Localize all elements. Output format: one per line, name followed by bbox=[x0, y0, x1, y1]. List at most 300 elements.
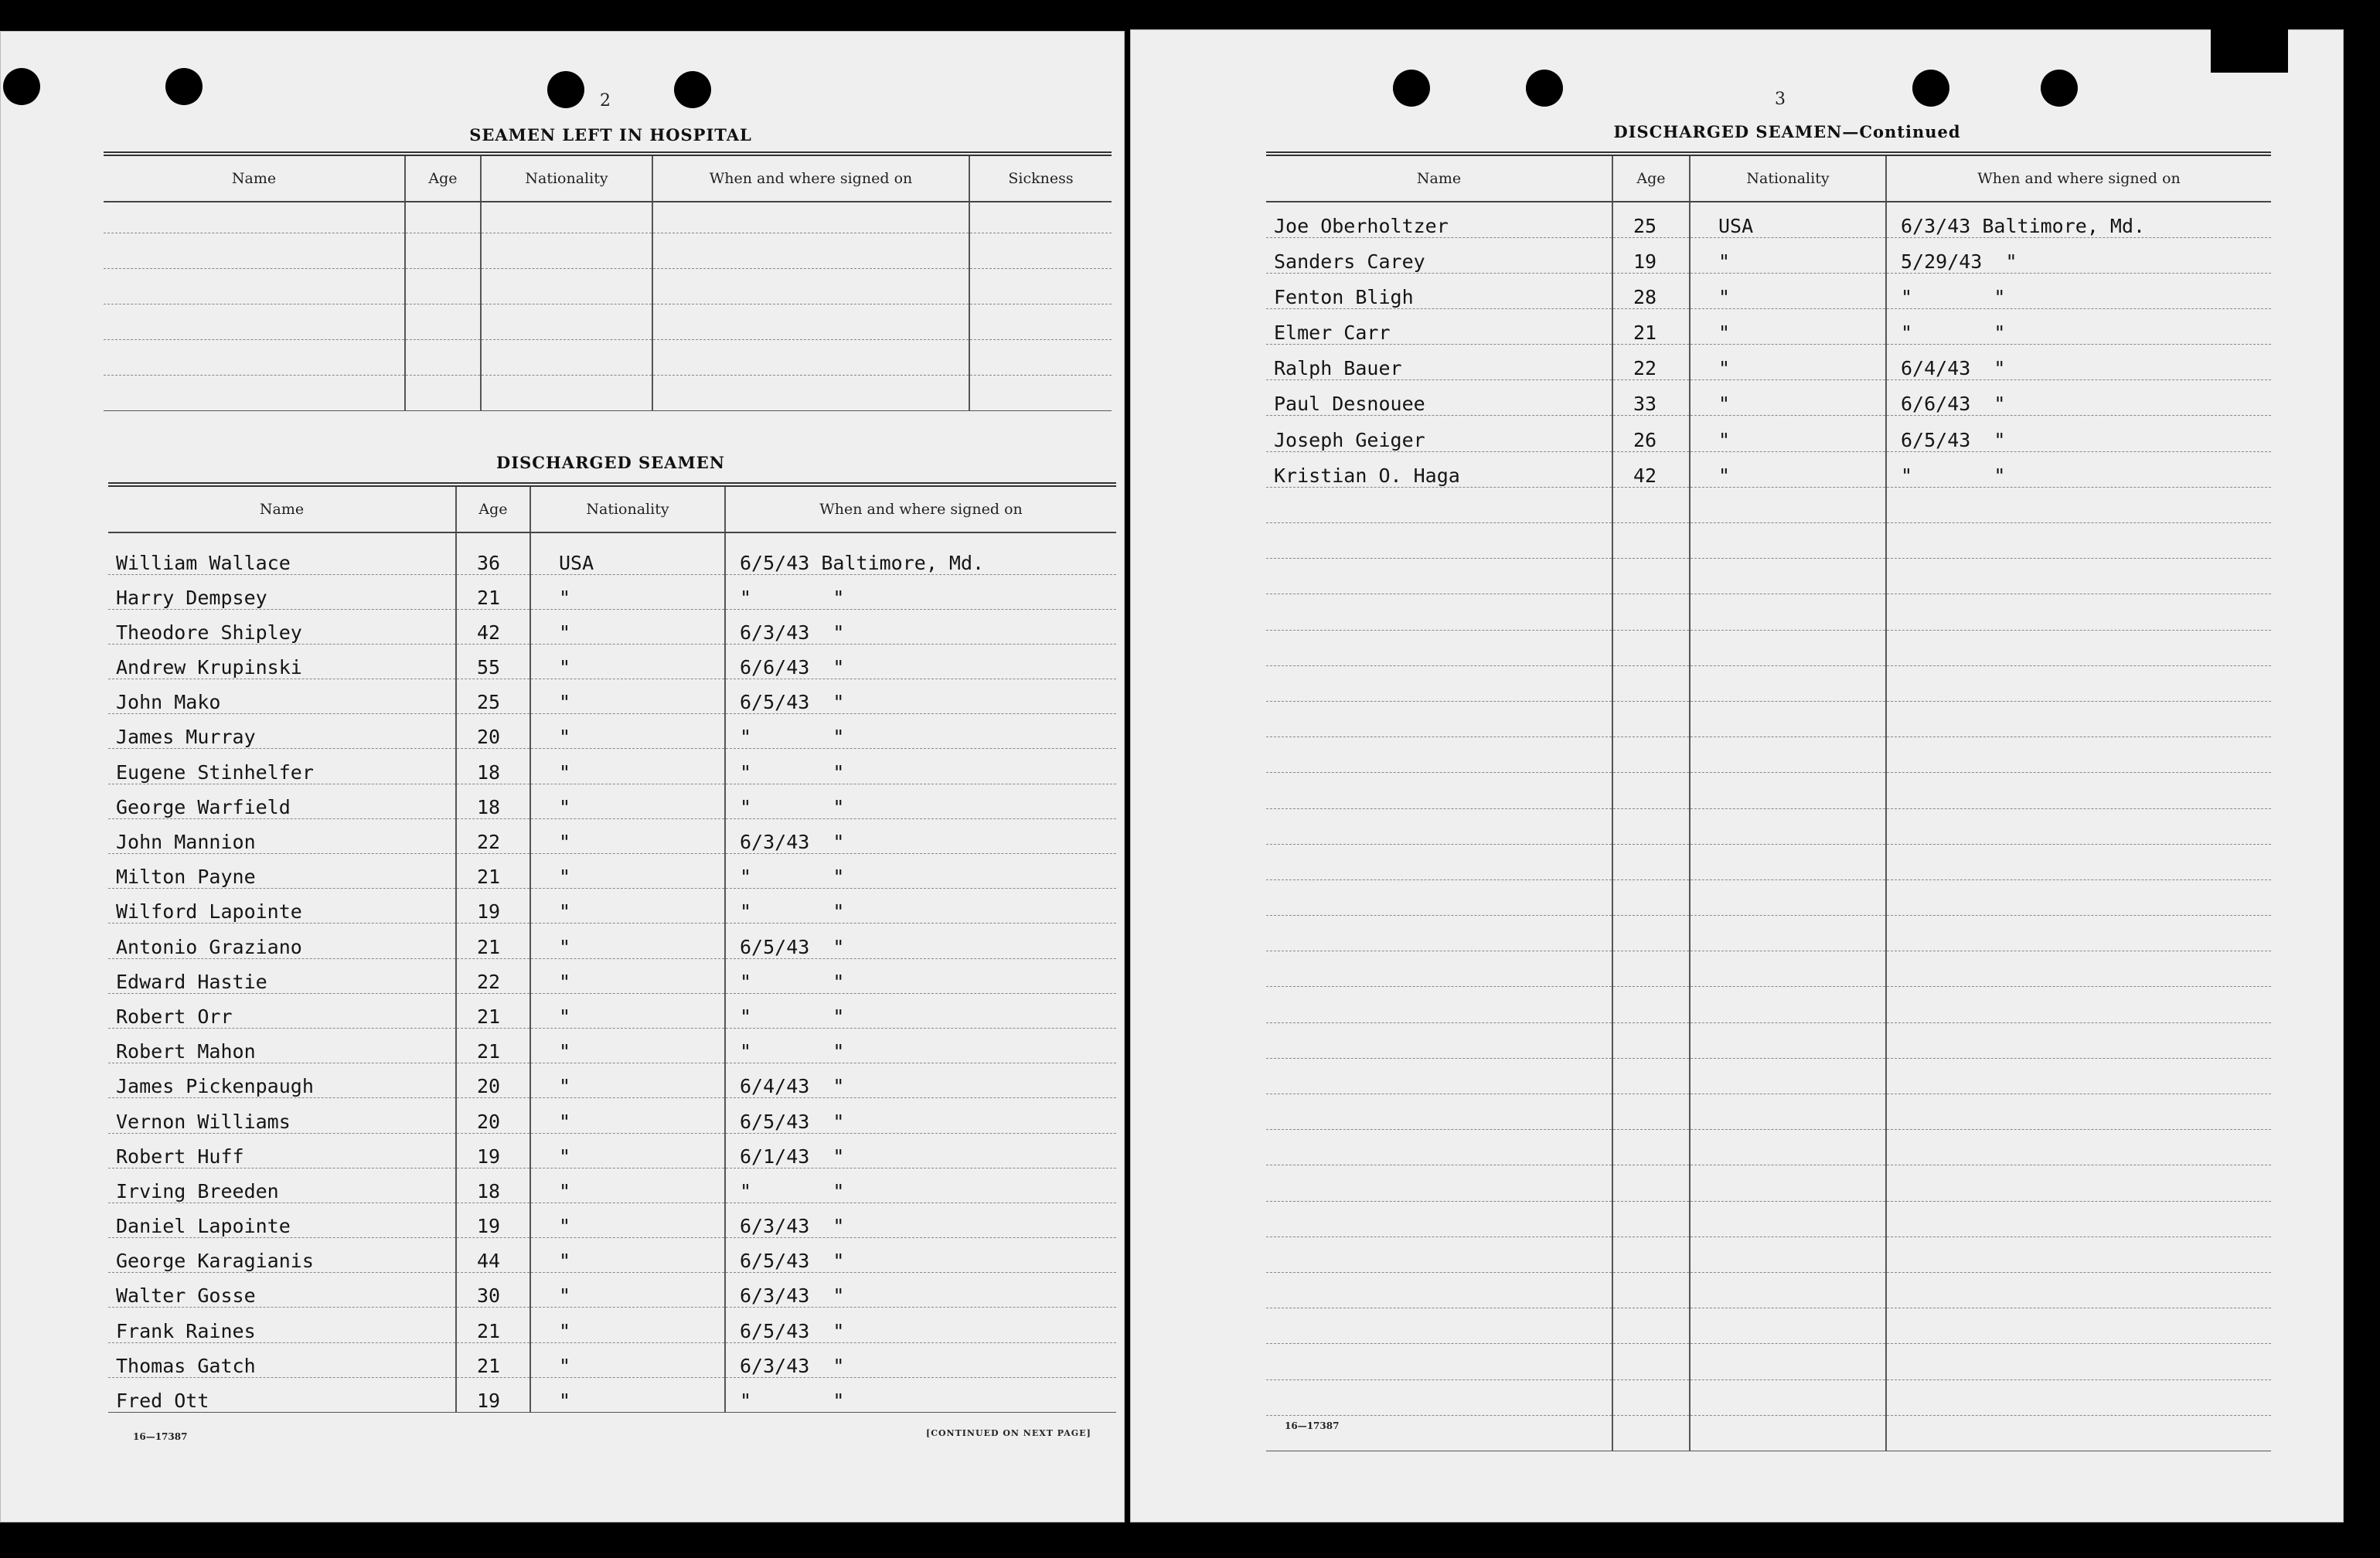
age-cell: 30 bbox=[456, 1273, 530, 1308]
signed-on-cell: " " bbox=[725, 574, 1116, 609]
age-cell: 55 bbox=[456, 644, 530, 679]
age-cell: 22 bbox=[456, 958, 530, 993]
age-cell bbox=[1612, 701, 1690, 736]
signed-on-cell: " " bbox=[725, 714, 1116, 749]
nationality-cell: " bbox=[530, 749, 725, 784]
name-cell bbox=[1266, 1344, 1612, 1379]
age-cell: 18 bbox=[456, 1168, 530, 1203]
table-row bbox=[1266, 1272, 2271, 1308]
age-cell: 19 bbox=[1612, 237, 1690, 273]
signed-on-cell bbox=[1886, 808, 2271, 844]
age-cell: 25 bbox=[1612, 202, 1690, 237]
nationality-cell bbox=[481, 233, 652, 268]
signed-on-cell: 6/3/43 " bbox=[725, 1273, 1116, 1308]
signed-on-cell: " " bbox=[1886, 273, 2271, 308]
nationality-cell: " bbox=[530, 1377, 725, 1412]
name-cell bbox=[1266, 523, 1612, 559]
age-cell bbox=[1612, 737, 1690, 773]
age-cell bbox=[405, 268, 481, 304]
nationality-cell bbox=[481, 268, 652, 304]
table-row bbox=[1266, 737, 2271, 773]
age-cell bbox=[1612, 559, 1690, 594]
age-cell: 20 bbox=[456, 714, 530, 749]
nationality-cell bbox=[1690, 701, 1886, 736]
table-row bbox=[1266, 308, 2271, 344]
nationality-cell bbox=[1690, 737, 1886, 773]
table-row bbox=[108, 532, 1116, 574]
name-cell: Fred Ott bbox=[108, 1377, 456, 1412]
signed-on-cell: " " bbox=[725, 993, 1116, 1028]
name-cell bbox=[1266, 1237, 1612, 1272]
signed-on-cell bbox=[1886, 1344, 2271, 1379]
name-cell bbox=[1266, 1058, 1612, 1094]
nationality-cell bbox=[481, 304, 652, 339]
signed-on-cell: " " bbox=[725, 854, 1116, 889]
signed-on-cell bbox=[1886, 630, 2271, 665]
table-row bbox=[108, 1168, 1116, 1203]
table-row bbox=[108, 818, 1116, 853]
age-cell: 18 bbox=[456, 784, 530, 818]
name-cell bbox=[1266, 1201, 1612, 1237]
table-row bbox=[108, 609, 1116, 644]
punch-hole bbox=[674, 71, 711, 108]
nationality-cell bbox=[1690, 665, 1886, 701]
name-cell bbox=[1266, 1094, 1612, 1130]
age-cell: 21 bbox=[456, 854, 530, 889]
name-cell: Harry Dempsey bbox=[108, 574, 456, 609]
name-cell bbox=[1266, 701, 1612, 736]
table-row bbox=[1266, 416, 2271, 451]
age-cell bbox=[1612, 1165, 1690, 1201]
signed-on-cell bbox=[1886, 1415, 2271, 1451]
nationality-cell: " bbox=[530, 714, 725, 749]
age-cell bbox=[1612, 487, 1690, 522]
name-cell: James Pickenpaugh bbox=[108, 1063, 456, 1098]
nationality-cell: USA bbox=[1690, 202, 1886, 237]
name-cell bbox=[1266, 487, 1612, 522]
signed-on-cell: 6/5/43 " bbox=[1886, 416, 2271, 451]
sickness-cell bbox=[969, 268, 1112, 304]
nationality-cell: " bbox=[1690, 380, 1886, 416]
table-row bbox=[104, 233, 1112, 268]
nationality-cell: " bbox=[530, 1238, 725, 1273]
table-row bbox=[108, 889, 1116, 924]
signed-on-cell: 6/1/43 " bbox=[725, 1133, 1116, 1168]
name-cell: Irving Breeden bbox=[108, 1168, 456, 1203]
nationality-cell bbox=[1690, 1379, 1886, 1415]
name-cell bbox=[1266, 594, 1612, 630]
table-row bbox=[1266, 1094, 2271, 1130]
column-header: Name bbox=[104, 154, 405, 202]
signed-on-cell bbox=[1886, 737, 2271, 773]
age-cell: 19 bbox=[456, 889, 530, 924]
signed-on-cell: 6/6/43 " bbox=[725, 644, 1116, 679]
name-cell bbox=[104, 202, 405, 233]
signed-on-cell bbox=[1886, 1094, 2271, 1130]
signed-on-cell bbox=[1886, 487, 2271, 522]
name-cell: Thomas Gatch bbox=[108, 1342, 456, 1377]
signed-on-cell bbox=[1886, 916, 2271, 951]
signed-on-cell bbox=[1886, 773, 2271, 808]
nationality-cell: " bbox=[530, 993, 725, 1028]
nationality-cell: " bbox=[530, 644, 725, 679]
age-cell: 21 bbox=[456, 1342, 530, 1377]
name-cell: James Murray bbox=[108, 714, 456, 749]
name-cell: Daniel Lapointe bbox=[108, 1203, 456, 1237]
signed-on-cell bbox=[1886, 844, 2271, 879]
table-row bbox=[1266, 559, 2271, 594]
signed-on-cell: 6/3/43 " bbox=[725, 609, 1116, 644]
nationality-cell: " bbox=[1690, 345, 1886, 380]
table-row bbox=[1266, 1237, 2271, 1272]
signed-on-cell bbox=[1886, 987, 2271, 1022]
nationality-cell bbox=[1690, 1058, 1886, 1094]
signed-on-cell bbox=[1886, 1130, 2271, 1165]
nationality-cell: " bbox=[530, 924, 725, 958]
punch-hole bbox=[3, 68, 40, 105]
column-header: Nationality bbox=[530, 485, 725, 532]
table-row bbox=[1266, 202, 2271, 237]
age-cell bbox=[1612, 987, 1690, 1022]
name-cell bbox=[1266, 630, 1612, 665]
signed-on-cell bbox=[1886, 1165, 2271, 1201]
column-header: When and where signed on bbox=[725, 485, 1116, 532]
name-cell: John Mannion bbox=[108, 818, 456, 853]
table-row bbox=[108, 1238, 1116, 1273]
column-header: Name bbox=[1266, 154, 1612, 202]
age-cell: 42 bbox=[1612, 451, 1690, 487]
signed-on-cell: " " bbox=[725, 1168, 1116, 1203]
nationality-cell bbox=[1690, 1237, 1886, 1272]
table-row bbox=[108, 784, 1116, 818]
age-cell bbox=[1612, 1094, 1690, 1130]
column-header: When and where signed on bbox=[652, 154, 969, 202]
name-cell bbox=[1266, 665, 1612, 701]
table-row bbox=[1266, 773, 2271, 808]
age-cell bbox=[1612, 1308, 1690, 1344]
age-cell: 42 bbox=[456, 609, 530, 644]
age-cell: 20 bbox=[456, 1098, 530, 1133]
nationality-cell: " bbox=[530, 574, 725, 609]
name-cell bbox=[1266, 1379, 1612, 1415]
nationality-cell: " bbox=[530, 818, 725, 853]
nationality-cell bbox=[1690, 1308, 1886, 1344]
age-cell bbox=[1612, 1201, 1690, 1237]
name-cell bbox=[1266, 737, 1612, 773]
nationality-cell: " bbox=[530, 1133, 725, 1168]
age-cell: 21 bbox=[456, 1028, 530, 1063]
nationality-cell: " bbox=[530, 1342, 725, 1377]
age-cell: 18 bbox=[456, 749, 530, 784]
age-cell: 28 bbox=[1612, 273, 1690, 308]
table-row bbox=[1266, 1308, 2271, 1344]
name-cell bbox=[104, 375, 405, 410]
signed-on-cell: 6/5/43 " bbox=[725, 679, 1116, 714]
name-cell bbox=[1266, 844, 1612, 879]
table-row bbox=[1266, 701, 2271, 736]
table-row bbox=[1266, 487, 2271, 522]
name-cell: John Mako bbox=[108, 679, 456, 714]
nationality-cell bbox=[1690, 1022, 1886, 1058]
nationality-cell bbox=[481, 339, 652, 375]
right-page bbox=[1130, 29, 2344, 1522]
table-row bbox=[104, 202, 1112, 233]
signed-on-cell: 6/5/43 " bbox=[725, 1308, 1116, 1342]
age-cell bbox=[405, 304, 481, 339]
column-header: Age bbox=[1612, 154, 1690, 202]
punch-hole bbox=[2041, 70, 2078, 107]
name-cell bbox=[104, 339, 405, 375]
table-row bbox=[1266, 523, 2271, 559]
age-cell: 21 bbox=[456, 924, 530, 958]
signed-on-cell: " " bbox=[725, 889, 1116, 924]
hospital-table bbox=[104, 151, 1112, 411]
name-cell bbox=[1266, 1272, 1612, 1308]
name-cell bbox=[1266, 1308, 1612, 1344]
age-cell: 19 bbox=[456, 1133, 530, 1168]
age-cell: 22 bbox=[1612, 345, 1690, 380]
table-row bbox=[104, 268, 1112, 304]
signed-on-cell bbox=[1886, 665, 2271, 701]
name-cell bbox=[1266, 808, 1612, 844]
signed-on-cell bbox=[652, 202, 969, 233]
signed-on-cell: 6/3/43 " bbox=[725, 1342, 1116, 1377]
nationality-cell bbox=[1690, 594, 1886, 630]
hospital-section-title: SEAMEN LEFT IN HOSPITAL bbox=[469, 125, 752, 145]
age-cell bbox=[405, 202, 481, 233]
name-cell: Theodore Shipley bbox=[108, 609, 456, 644]
name-cell bbox=[1266, 1165, 1612, 1201]
age-cell bbox=[1612, 665, 1690, 701]
left-page bbox=[0, 31, 1125, 1522]
name-cell bbox=[104, 233, 405, 268]
signed-on-cell bbox=[652, 339, 969, 375]
signed-on-cell: " " bbox=[725, 784, 1116, 818]
signed-on-cell: " " bbox=[725, 749, 1116, 784]
signed-on-cell bbox=[1886, 879, 2271, 915]
name-cell: Walter Gosse bbox=[108, 1273, 456, 1308]
age-cell bbox=[1612, 844, 1690, 879]
nationality-cell: " bbox=[530, 679, 725, 714]
nationality-cell bbox=[1690, 844, 1886, 879]
signed-on-cell bbox=[1886, 559, 2271, 594]
sickness-cell bbox=[969, 375, 1112, 410]
name-cell: Robert Mahon bbox=[108, 1028, 456, 1063]
table-row bbox=[1266, 1130, 2271, 1165]
table-row bbox=[1266, 1379, 2271, 1415]
punch-hole bbox=[165, 68, 203, 105]
page-number: 2 bbox=[600, 91, 611, 111]
nationality-cell: " bbox=[1690, 308, 1886, 344]
signed-on-cell: 6/3/43 Baltimore, Md. bbox=[1886, 202, 2271, 237]
punch-hole bbox=[547, 71, 584, 108]
name-cell: Ralph Bauer bbox=[1266, 345, 1612, 380]
signed-on-cell bbox=[1886, 594, 2271, 630]
name-cell bbox=[104, 268, 405, 304]
punch-hole bbox=[1393, 70, 1430, 107]
table-row bbox=[108, 1308, 1116, 1342]
sickness-cell bbox=[969, 304, 1112, 339]
name-cell: William Wallace bbox=[108, 532, 456, 574]
nationality-cell bbox=[1690, 487, 1886, 522]
age-cell bbox=[1612, 1058, 1690, 1094]
nationality-cell bbox=[1690, 1272, 1886, 1308]
name-cell: Wilford Lapointe bbox=[108, 889, 456, 924]
age-cell: 26 bbox=[1612, 416, 1690, 451]
nationality-cell: " bbox=[530, 1308, 725, 1342]
table-row bbox=[1266, 380, 2271, 416]
signed-on-cell bbox=[1886, 1237, 2271, 1272]
table-row bbox=[1266, 630, 2271, 665]
nationality-cell bbox=[1690, 951, 1886, 987]
age-cell: 44 bbox=[456, 1238, 530, 1273]
nationality-cell: " bbox=[530, 1168, 725, 1203]
nationality-cell: " bbox=[530, 958, 725, 993]
signed-on-cell: " " bbox=[725, 958, 1116, 993]
signed-on-cell: 6/4/43 " bbox=[1886, 345, 2271, 380]
table-row bbox=[1266, 808, 2271, 844]
nationality-cell: " bbox=[1690, 416, 1886, 451]
column-header: Nationality bbox=[1690, 154, 1886, 202]
name-cell: Milton Payne bbox=[108, 854, 456, 889]
signed-on-cell bbox=[1886, 1272, 2271, 1308]
table-row bbox=[108, 1098, 1116, 1133]
name-cell: Robert Orr bbox=[108, 993, 456, 1028]
age-cell bbox=[1612, 1237, 1690, 1272]
nationality-cell: " bbox=[530, 889, 725, 924]
nationality-cell bbox=[1690, 1165, 1886, 1201]
name-cell bbox=[1266, 987, 1612, 1022]
column-header: Name bbox=[108, 485, 456, 532]
nationality-cell: " bbox=[1690, 451, 1886, 487]
signed-on-cell: 6/4/43 " bbox=[725, 1063, 1116, 1098]
table-row bbox=[1266, 1415, 2271, 1451]
table-row bbox=[108, 1028, 1116, 1063]
age-cell: 25 bbox=[456, 679, 530, 714]
table-row bbox=[1266, 1058, 2271, 1094]
table-row bbox=[1266, 1201, 2271, 1237]
name-cell: Kristian O. Haga bbox=[1266, 451, 1612, 487]
signed-on-cell bbox=[652, 268, 969, 304]
name-cell: George Warfield bbox=[108, 784, 456, 818]
age-cell: 19 bbox=[456, 1377, 530, 1412]
nationality-cell bbox=[1690, 916, 1886, 951]
age-cell bbox=[1612, 1379, 1690, 1415]
name-cell bbox=[1266, 916, 1612, 951]
age-cell: 36 bbox=[456, 532, 530, 574]
signed-on-cell bbox=[1886, 1379, 2271, 1415]
name-cell: Antonio Graziano bbox=[108, 924, 456, 958]
name-cell: Eugene Stinhelfer bbox=[108, 749, 456, 784]
name-cell: Vernon Williams bbox=[108, 1098, 456, 1133]
table-row bbox=[108, 993, 1116, 1028]
name-cell: Joe Oberholtzer bbox=[1266, 202, 1612, 237]
name-cell bbox=[104, 304, 405, 339]
table-row bbox=[104, 375, 1112, 410]
column-header: Age bbox=[456, 485, 530, 532]
column-header: Sickness bbox=[969, 154, 1112, 202]
name-cell: Robert Huff bbox=[108, 1133, 456, 1168]
column-header: When and where signed on bbox=[1886, 154, 2271, 202]
age-cell: 21 bbox=[456, 993, 530, 1028]
table-row bbox=[104, 304, 1112, 339]
table-row bbox=[1266, 451, 2271, 487]
nationality-cell bbox=[481, 202, 652, 233]
discharged-section-title: DISCHARGED SEAMEN bbox=[496, 453, 725, 472]
table-row bbox=[108, 1063, 1116, 1098]
signed-on-cell bbox=[1886, 701, 2271, 736]
table-row bbox=[1266, 844, 2271, 879]
name-cell: Paul Desnouee bbox=[1266, 380, 1612, 416]
nationality-cell bbox=[1690, 1344, 1886, 1379]
table-row bbox=[1266, 916, 2271, 951]
table-row bbox=[1266, 237, 2271, 273]
age-cell bbox=[1612, 773, 1690, 808]
table-row bbox=[108, 679, 1116, 714]
discharged-continued-title: DISCHARGED SEAMEN—Continued bbox=[1613, 122, 1961, 141]
table-row bbox=[1266, 594, 2271, 630]
sickness-cell bbox=[969, 202, 1112, 233]
age-cell: 21 bbox=[456, 1308, 530, 1342]
table-row bbox=[108, 854, 1116, 889]
age-cell bbox=[1612, 1130, 1690, 1165]
age-cell bbox=[1612, 1344, 1690, 1379]
punch-hole bbox=[1526, 70, 1563, 107]
table-row bbox=[108, 1273, 1116, 1308]
sickness-cell bbox=[969, 233, 1112, 268]
signed-on-cell: 6/5/43 " bbox=[725, 1238, 1116, 1273]
signed-on-cell: " " bbox=[1886, 451, 2271, 487]
table-row bbox=[1266, 273, 2271, 308]
sickness-cell bbox=[969, 339, 1112, 375]
name-cell bbox=[1266, 559, 1612, 594]
age-cell bbox=[1612, 951, 1690, 987]
page-number: 3 bbox=[1775, 90, 1786, 109]
signed-on-cell: 6/3/43 " bbox=[725, 818, 1116, 853]
age-cell: 33 bbox=[1612, 380, 1690, 416]
nationality-cell bbox=[1690, 773, 1886, 808]
nationality-cell bbox=[1690, 559, 1886, 594]
name-cell: Fenton Bligh bbox=[1266, 273, 1612, 308]
discharged-table bbox=[108, 482, 1116, 1413]
age-cell bbox=[1612, 630, 1690, 665]
nationality-cell bbox=[1690, 1094, 1886, 1130]
table-row bbox=[108, 924, 1116, 958]
age-cell: 21 bbox=[1612, 308, 1690, 344]
signed-on-cell bbox=[1886, 523, 2271, 559]
table-row bbox=[1266, 665, 2271, 701]
form-number: 16—17387 bbox=[1285, 1420, 1340, 1431]
table-row bbox=[1266, 1165, 2271, 1201]
nationality-cell bbox=[1690, 1130, 1886, 1165]
signed-on-cell: 6/3/43 " bbox=[725, 1203, 1116, 1237]
age-cell: 20 bbox=[456, 1063, 530, 1098]
nationality-cell: " bbox=[530, 1098, 725, 1133]
name-cell bbox=[1266, 1130, 1612, 1165]
table-row bbox=[1266, 879, 2271, 915]
age-cell: 21 bbox=[456, 574, 530, 609]
nationality-cell: " bbox=[530, 1063, 725, 1098]
table-row bbox=[1266, 345, 2271, 380]
nationality-cell: " bbox=[530, 1203, 725, 1237]
nationality-cell bbox=[1690, 987, 1886, 1022]
signed-on-cell bbox=[1886, 1308, 2271, 1344]
age-cell bbox=[1612, 1022, 1690, 1058]
table-row bbox=[108, 1342, 1116, 1377]
table-row bbox=[108, 714, 1116, 749]
name-cell bbox=[1266, 773, 1612, 808]
signed-on-cell: 6/5/43 " bbox=[725, 1098, 1116, 1133]
